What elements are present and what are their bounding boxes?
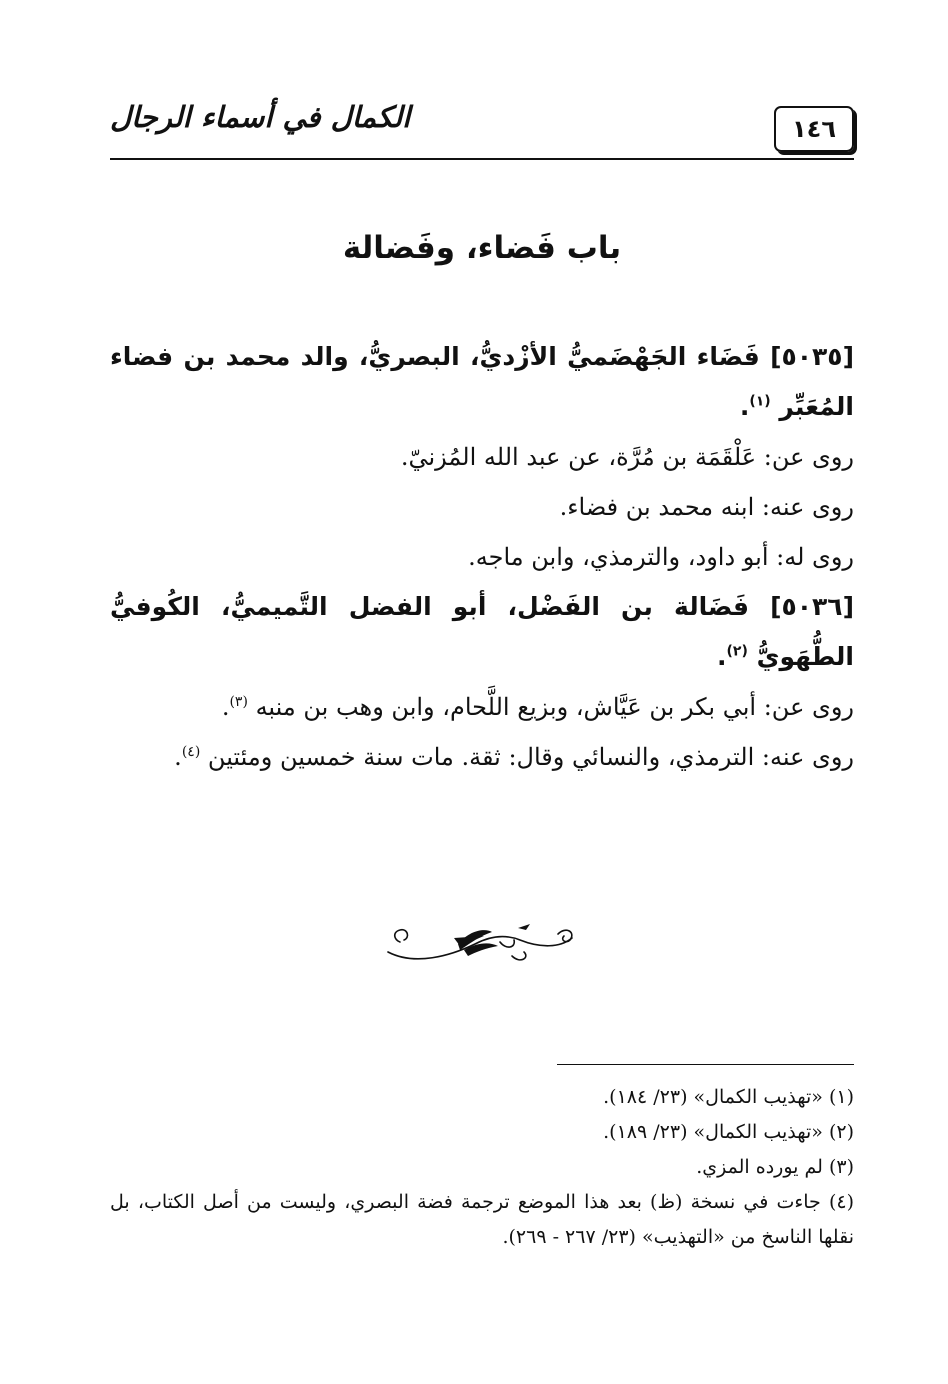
entry-heading-text: [٥٠٣٥] فَضَاء الجَهْضَميُّ الأزْديُّ، البصريُّ، والد محمد بن فضاء المُعَبِّر — [110, 342, 854, 421]
entry-heading-text: [٥٠٣٦] فَضَالة بن الفَضْل، أبو الفضل التَّميميُّ، الكُوفيُّ الطُّهَويُّ — [110, 592, 854, 671]
chapter-title: باب فَضاء، وفَضالة — [342, 230, 622, 266]
entry-5035 — [110, 332, 854, 582]
running-title: الكمال في أسماء الرجال — [110, 100, 411, 134]
narrated-from: روى عن: أبي بكر بن عَيَّاش، وبزيع اللَّحام، وابن وهب بن منبه $^{(٣)}$. — [221, 693, 854, 721]
footnote-ref: (٢) — [726, 643, 748, 660]
footnote-3: (٣) لم يورده المزي. — [696, 1156, 854, 1178]
footnote-4: (٤) جاءت في نسخة (ظ) بعد هذا الموضع ترجمة فضة البصري، وليست من أصل الكتاب، بل نقلها الناسخ من «التهذيب» (٢٣/ ٢٦٧ - ٢٦٩). — [110, 1191, 854, 1248]
footnote-divider — [557, 1064, 854, 1065]
floral-divider-icon — [380, 912, 580, 970]
narrated-by: روى عنه: ابنه محمد بن فضاء. — [559, 493, 854, 521]
narrated-by: روى عنه: الترمذي، والنسائي وقال: ثقة. مات سنة خمسين ومئتين $^{(٤)}$. — [174, 743, 854, 771]
footnote-2: (٢) «تهذيب الكمال» (٢٣/ ١٨٩). — [603, 1121, 854, 1143]
entry-heading: [٥٠٣٦] فَضَالة بن الفَضْل، أبو الفضل التَّميميُّ، الكُوفيُّ الطُّهَويُّ $^{(٢)}$. — [110, 592, 854, 671]
narrated-from: روى عن: عَلْقَمَة بن مُرَّة، عن عبد الله المُزنيّ. — [400, 443, 854, 471]
header-rule — [110, 158, 854, 160]
footnotes — [110, 1080, 854, 1255]
footnote-ref: (٣) — [229, 694, 248, 710]
footnote-1: (١) «تهذيب الكمال» (٢٣/ ١٨٤). — [603, 1086, 854, 1108]
footnote-ref: (١) — [749, 393, 771, 410]
page-number: ١٤٦ — [774, 106, 854, 152]
entry-5036 — [110, 582, 854, 782]
narrated-by-text: روى عنه: الترمذي، والنسائي وقال: ثقة. مات سنة خمسين ومئتين — [207, 743, 854, 771]
footnote-ref: (٤) — [181, 744, 201, 760]
main-text — [110, 332, 854, 782]
entry-heading: [٥٠٣٥] فَضَاء الجَهْضَميُّ الأزْديُّ، البصريُّ، والد محمد بن فضاء المُعَبِّر $^{(١)}$. — [110, 342, 854, 421]
reported-by: روى له: أبو داود، والترمذي، وابن ماجه. — [468, 543, 854, 571]
page-header — [110, 96, 854, 160]
narrated-from-text: روى عن: أبي بكر بن عَيَّاش، وبزيع اللَّحام، وابن وهب بن منبه — [255, 693, 854, 721]
